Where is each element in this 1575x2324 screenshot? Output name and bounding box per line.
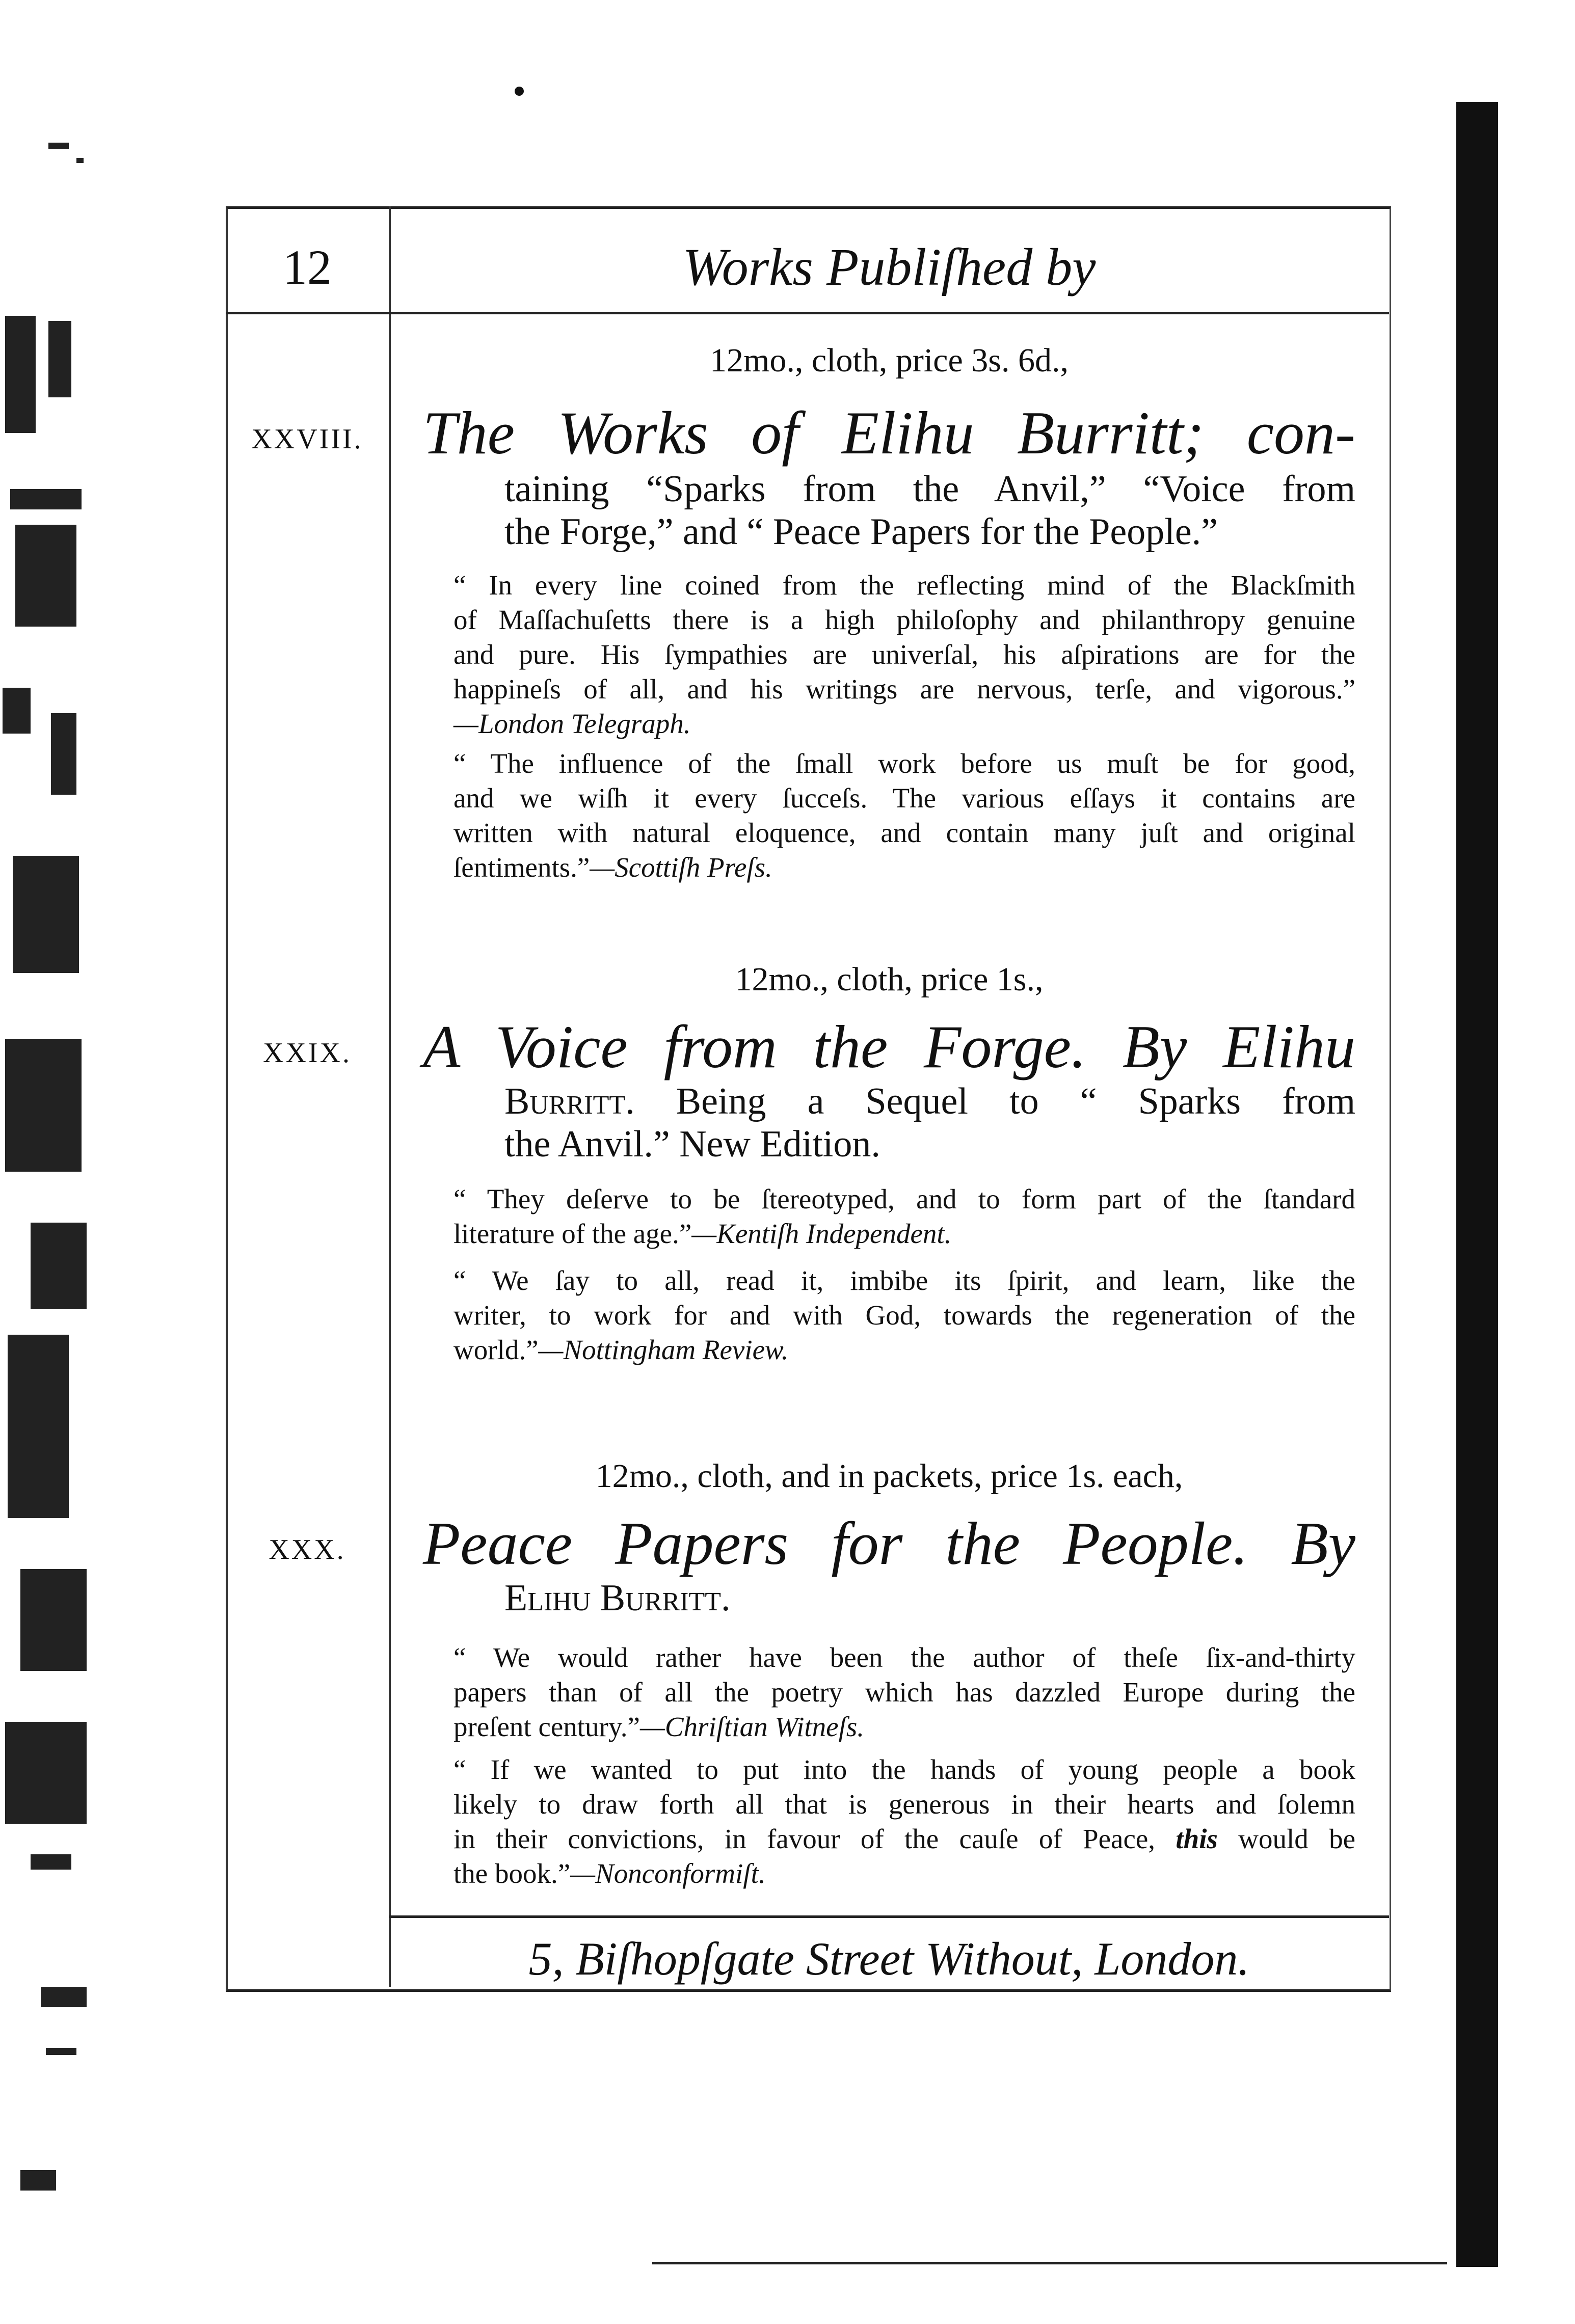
quote-source: —Scottiſh Preſs.: [590, 852, 772, 883]
quote-source: —London Telegraph.: [453, 708, 691, 739]
entry-price: 12mo., cloth, and in packets, price 1s. each,: [595, 1457, 1183, 1495]
scan-edge-artifact: [0, 102, 89, 2191]
header-rule: [226, 312, 1389, 314]
publisher-address: 5, Biſhopſgate Street Without, London.: [528, 1933, 1250, 1985]
quote-source: —Nonconformiſt.: [570, 1858, 766, 1889]
column-rule: [389, 206, 391, 1987]
review-quote: “ In every line coined from the reflecting mind of the Blackſmith of Maſſachuſetts there is a high philoſophy and philanthropy genuine and pure. His ſympathies are univerſal, his aſpirations are for the happineſs of all, and his writings are nervous, terſe, and vigorous.” —London Telegraph.: [453, 568, 1355, 741]
entry-title: The Works of Elihu Burritt; con-: [423, 399, 1355, 467]
entry-numeral: XXVIII.: [251, 423, 363, 455]
entry-price: 12mo., cloth, price 3s. 6d.,: [710, 342, 1069, 379]
page-number: 12: [283, 240, 332, 294]
entry-continuation: Elihu Burritt.: [504, 1577, 731, 1619]
review-quote: “ The influence of the ſmall work before us muſt be for good, and we wiſh it every ſucceſs. The various eſſays it contains are written with natural eloquence, and contain many juſt and original ſentiments.”—Scottiſh Preſs.: [453, 748, 1355, 883]
review-quote: “ They deſerve to be ſtereotyped, and to form part of the ſtandard literature of the age.”—Kentiſh Independent.: [453, 1183, 1355, 1249]
entry-price: 12mo., cloth, price 1s.,: [735, 961, 1044, 998]
review-quote: “ We would rather have been the author of theſe ſix-and-thirty papers than of all the poetry which has dazzled Europe during the preſent century.”—Chriſtian Witneſs.: [453, 1642, 1355, 1742]
running-head: Works Publiſhed by: [682, 238, 1096, 296]
ink-speck: [515, 87, 524, 96]
entry-title: Peace Papers for the People. By: [423, 1509, 1355, 1577]
footer-rule: [389, 1915, 1389, 1918]
quote-source: —Chriſtian Witneſs.: [639, 1711, 865, 1742]
entry-title: A Voice from the Forge. By Elihu: [423, 1013, 1355, 1080]
review-quote: “ We ſay to all, read it, imbibe its ſpirit, and learn, like the writer, to work for and with God, towards the regeneration of the world.”—Nottingham Review.: [453, 1265, 1355, 1365]
entry-numeral: XXIX.: [263, 1037, 352, 1069]
scan-edge-artifact: [1456, 102, 1498, 2267]
entry-numeral: XXX.: [269, 1534, 346, 1565]
entry-continuation: Burritt. Being a Sequel to “ Sparks from the Anvil.” New Edition.: [504, 1080, 1355, 1165]
quote-source: —Nottingham Review.: [538, 1334, 789, 1365]
review-quote: “ If we wanted to put into the hands of young people a book likely to draw forth all that is generous in their hearts and ſolemn in their convictions, in favour of the cauſe of Peace, this would be the book.”—Nonconformiſt.: [453, 1754, 1355, 1889]
scan-line: [652, 2262, 1447, 2264]
entry-continuation: taining “Sparks from the Anvil,” “Voice from the Forge,” and “ Peace Papers for the People.”: [504, 468, 1355, 553]
quote-source: —Kentiſh Independent.: [691, 1218, 952, 1249]
